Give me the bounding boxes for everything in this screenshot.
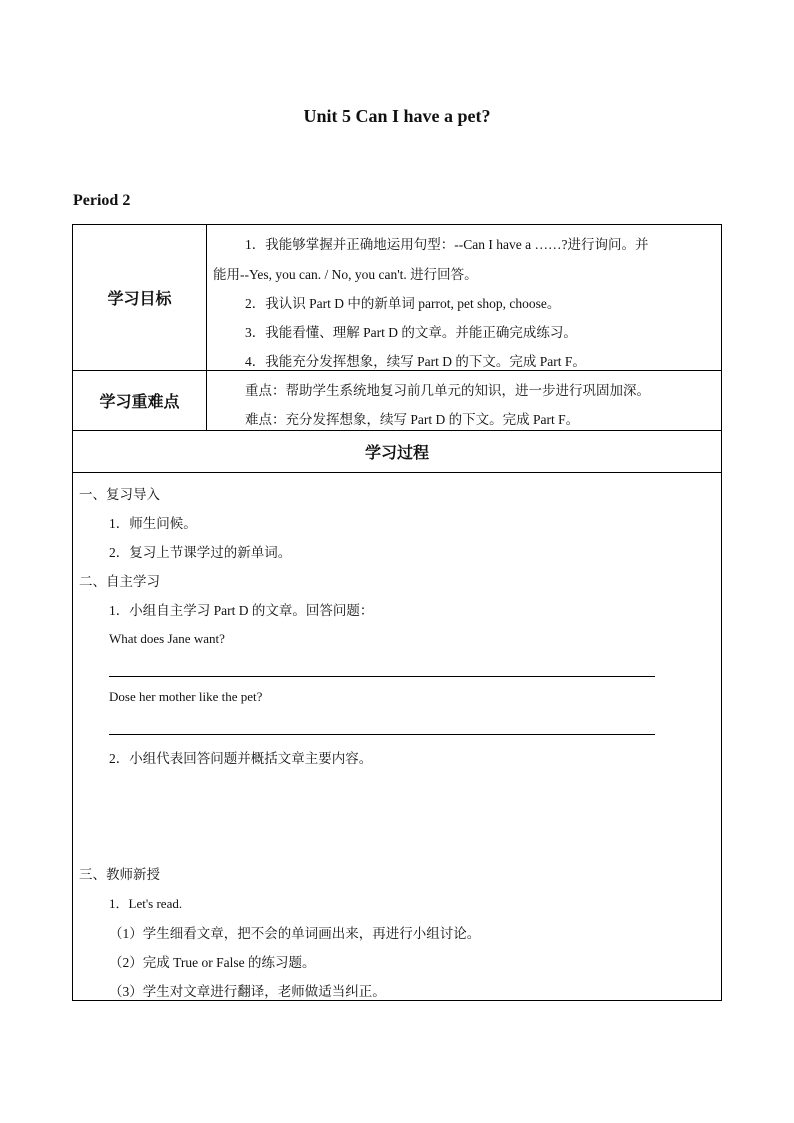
objective-line: 能用--Yes, you can. / No, you can't. 进行回答。 (213, 267, 478, 282)
sub-item: （1）学生细看文章，把不会的单词画出来，再进行小组讨论。 (109, 926, 481, 941)
period-heading: Period 2 (73, 192, 131, 209)
key-points-content (207, 371, 721, 430)
sub-item: （2）完成 True or False 的练习题。 (109, 955, 316, 970)
key-points-label: 学习重难点 (73, 371, 207, 430)
process-content (73, 473, 721, 1000)
objective-line: 2．我认识 Part D 中的新单词 parrot, pet shop, choose。 (245, 296, 561, 311)
objective-line: 1．我能够掌握并正确地运用句型：--Can I have a ……?进行询问。并 (245, 237, 649, 252)
objectives-label: 学习目标 (73, 225, 207, 370)
lesson-table (72, 224, 722, 1001)
difficulty-line: 难点：充分发挥想象，续写 Part D 的下文。完成 Part F。 (245, 412, 580, 427)
section-title: 二、自主学习 (79, 574, 160, 589)
objective-line: 3．我能看懂、理解 Part D 的文章。并能正确完成练习。 (245, 325, 577, 340)
objectives-row (73, 225, 721, 371)
question: What does Jane want? (109, 631, 225, 646)
list-item: 1．师生问候。 (109, 516, 197, 531)
list-item: 2．小组代表回答问题并概括文章主要内容。 (109, 751, 373, 766)
key-point-line: 重点：帮助学生系统地复习前几单元的知识，进一步进行巩固加深。 (245, 383, 650, 398)
objectives-content (207, 225, 721, 370)
key-points-row (73, 371, 721, 431)
sub-item: （3）学生对文章进行翻译，老师做适当纠正。 (109, 984, 386, 999)
section-title: 三、教师新授 (79, 867, 160, 882)
objective-line: 4．我能充分发挥想象，续写 Part D 的下文。完成 Part F。 (245, 354, 586, 369)
answer-line (109, 734, 655, 735)
question: Dose her mother like the pet? (109, 689, 263, 704)
answer-line (109, 676, 655, 677)
process-header: 学习过程 (364, 443, 429, 462)
list-item: 1．小组自主学习 Part D 的文章。回答问题： (109, 603, 374, 618)
list-item: 2．复习上节课学过的新单词。 (109, 545, 292, 560)
document-title: Unit 5 Can I have a pet? (303, 106, 491, 126)
section-title: 一、复习导入 (79, 487, 160, 502)
process-header-row (73, 431, 721, 473)
list-item: 1．Let's read. (109, 896, 183, 911)
